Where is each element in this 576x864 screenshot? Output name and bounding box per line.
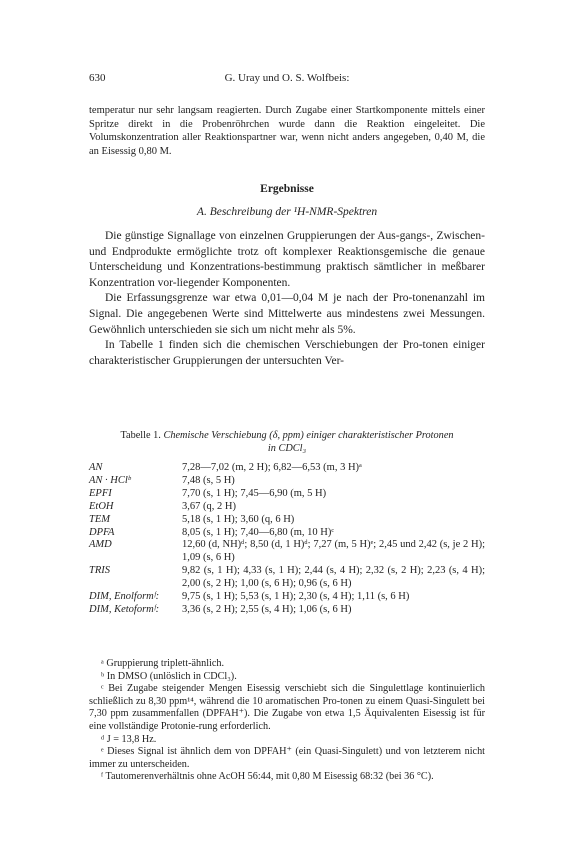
compound-key: DPFA xyxy=(89,526,115,538)
footnote-d: ᵈ J = 13,8 Hz. xyxy=(101,733,157,745)
table-caption xyxy=(89,430,485,456)
compound-key: TEM xyxy=(89,513,110,525)
table-row xyxy=(89,514,485,527)
table-row xyxy=(89,501,485,514)
footnote-e: ᵉ Dieses Signal ist ähnlich dem von DPFAH⁺ (ein Quasi-Singulett) und von letzterem nicht immer zu unterscheiden. xyxy=(89,746,485,770)
compound-key: DIM, Enolformᶠ: xyxy=(89,591,160,603)
footnote-f: ᶠ Tautomerenverhältnis ohne AcOH 56:44, mit 0,80 M Eisessig 68:32 (bei 36 °C). xyxy=(101,771,434,783)
shift-values: 3,67 (q, 2 H) xyxy=(182,500,236,512)
shift-values: 9,82 (s, 1 H); 4,33 (s, 1 H); 2,44 (s, 4 H); 2,32 (s, 2 H); 2,23 (s, 4 H); 2,00 (s, 2 H); 1,00 (s, 6 H); 0,96 (s, 6 H) xyxy=(182,565,485,590)
table-row xyxy=(89,591,485,604)
table-row xyxy=(89,462,485,475)
shift-values: 7,28—7,02 (m, 2 H); 6,82—6,53 (m, 3 H)ᵃ xyxy=(182,462,362,473)
paragraph-tabelle-ref: In Tabelle 1 finden sich die chemischen Verschiebungen der Pro-tonen einiger charakteristischer Gruppierungen der untersuchten Ver- xyxy=(89,339,485,367)
footnote-a: ᵃ Gruppierung triplett-ähnlich. xyxy=(101,658,225,669)
page-header xyxy=(89,72,485,88)
compound-key: DIM, Ketoformᶠ: xyxy=(89,603,160,615)
running-head: G. Uray und O. S. Wolfbeis: xyxy=(224,72,350,84)
footnote-c: ᶜ Bei Zugabe steigender Mengen Eisessig verschiebt sich die Singulettlage kontinuierlich schließlich zu 8,30 ppm¹⁴, während die 10 aromatischen Pro-tonen zu einem Quasi-Singulett bei 7,30 ppm zusammenfallen (DPFAH⁺). Die Zugabe von etwa 1,5 Äquivalenten Eisessig ist für eine vollständige Protonie-rung erforderlich. xyxy=(89,683,485,732)
compound-key: EtOH xyxy=(89,500,114,512)
shift-values: 5,18 (s, 1 H); 3,60 (q, 6 H) xyxy=(182,513,295,525)
paragraph-erfassungsgrenze: Die Erfassungsgrenze war etwa 0,01—0,04 M je nach der Pro-tonenanzahl im Signal. Die angegebenen Werte sind Mittelwerte aus mindestens zwei Messungen. Gewöhnlich unterschieden sie sich um nicht mehr als 5%. xyxy=(89,292,485,336)
shift-values: 12,60 (d, NH)ᵈ; 8,50 (d, 1 H)ᵈ; 7,27 (m, 5 H)ᵉ; 2,45 und 2,42 (s, je 2 H); 1,09 (s, 6 H) xyxy=(182,539,485,564)
table-row xyxy=(89,565,485,591)
table-footnotes xyxy=(89,658,485,784)
subsection-title: A. Beschreibung der ¹H-NMR-Spektren xyxy=(196,206,378,218)
footnote-b: ᵇ In DMSO (unlöslich in CDCl₃). xyxy=(101,670,237,682)
compound-key: AMD xyxy=(89,539,112,551)
table-row xyxy=(89,604,485,617)
shift-values: 3,36 (s, 2 H); 2,55 (s, 4 H); 1,06 (s, 6 H) xyxy=(182,603,352,615)
table-caption-label: Tabelle 1. xyxy=(120,430,161,441)
page-number: 630 xyxy=(89,72,106,84)
continuation-paragraph: temperatur nur sehr langsam reagierten. Durch Zugabe einer Startkomponente mittels einer Spritze direkt in die Probenröhrchen wurde dann die Reaktion eingeleitet. Die Volumskonzentration aller Reaktionspartner war, wenn nicht anders angegeben, 0,40 M, die an Eisessig 0,80 M. xyxy=(89,105,485,157)
shift-values: 9,75 (s, 1 H); 5,53 (s, 1 H); 2,30 (s, 4 H); 1,11 (s, 6 H) xyxy=(182,591,410,603)
table-row xyxy=(89,539,485,565)
shift-values: 7,48 (s, 5 H) xyxy=(182,474,235,486)
table-caption-solvent: in CDCl₃ xyxy=(267,442,307,454)
table-row xyxy=(89,475,485,488)
paragraph-signallage: Die günstige Signallage von einzelnen Gruppierungen der Aus-gangs-, Zwischen- und Endprodukte ermöglichte trotz oft komplexer Reaktionsgemische die genaue Unterscheidung und Konzentrations-bestimmung praktisch sämtlicher in meßbarer Konzentration vor-liegender Komponenten. xyxy=(89,230,485,289)
compound-key: EPFI xyxy=(89,487,112,499)
body-text xyxy=(89,229,485,369)
nmr-shift-table xyxy=(89,462,485,617)
shift-values: 7,70 (s, 1 H); 7,45—6,90 (m, 5 H) xyxy=(182,487,327,499)
table-caption-text: Chemische Verschiebung (δ, ppm) einiger charakteristischer Protonen xyxy=(163,430,454,441)
compound-key: AN · HClᵇ xyxy=(89,474,131,486)
compound-key: AN xyxy=(89,462,103,473)
section-title: Ergebnisse xyxy=(260,183,314,195)
table-row xyxy=(89,488,485,501)
compound-key: TRIS xyxy=(89,565,110,577)
shift-values: 8,05 (s, 1 H); 7,40—6,80 (m, 10 H)ᶜ xyxy=(182,526,335,538)
table-row xyxy=(89,527,485,540)
